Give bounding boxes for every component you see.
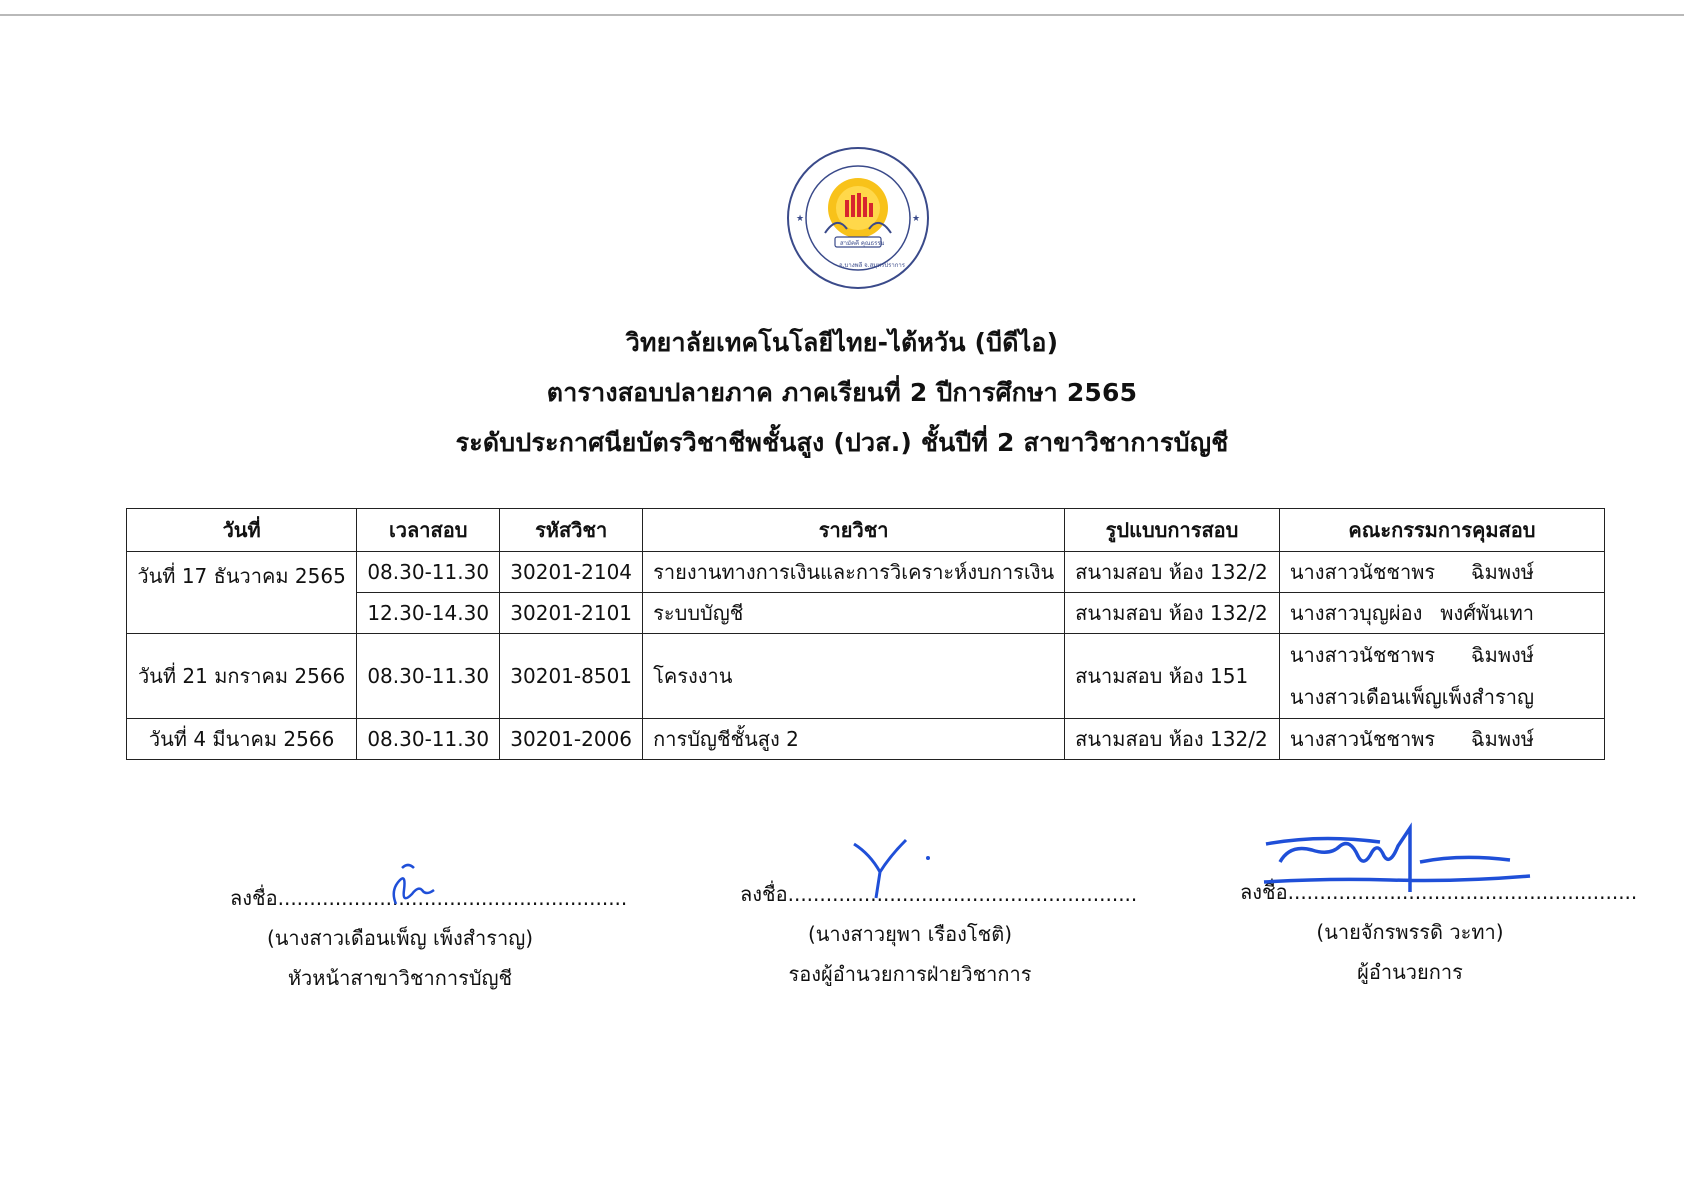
cell-format: สนามสอบ ห้อง 132/2 (1065, 593, 1280, 634)
cell-date: วันที่ 4 มีนาคม 2566 (127, 719, 357, 760)
signer-position: ผู้อำนวยการ (1357, 960, 1463, 984)
cell-code: 30201-2101 (500, 593, 643, 634)
header-code: รหัสวิชา (500, 509, 643, 552)
signer-name: (นายจักรพรรดิ วะทา) (1316, 920, 1504, 944)
college-seal-logo (785, 145, 931, 291)
cell-proctor (1279, 719, 1604, 760)
signature-line: ลงชื่อ....................................................... (230, 886, 628, 910)
handwritten-signature (378, 860, 448, 910)
signature-block-director (1240, 872, 1638, 992)
cell-time: 08.30-11.30 (357, 634, 500, 719)
cell-date: วันที่ 21 มกราคม 2566 (127, 634, 357, 719)
signer-position: รองผู้อำนวยการฝ่ายวิชาการ (788, 962, 1032, 986)
handwritten-signature (1260, 822, 1540, 912)
proctor-last-name: ฉิมพงษ์ (1471, 560, 1534, 584)
header-date: วันที่ (127, 509, 357, 552)
college-name: วิทยาลัยเทคโนโลยีไทย-ไต้หวัน (บีดีไอ) (625, 328, 1059, 357)
cell-format: สนามสอบ ห้อง 132/2 (1065, 719, 1280, 760)
cell-code: 30201-2006 (500, 719, 643, 760)
cell-date: วันที่ 17 ธันวาคม 2565 (127, 552, 357, 634)
cell-time: 12.30-14.30 (357, 593, 500, 634)
cell-subject: รายงานทางการเงินและการวิเคราะห์งบการเงิน (643, 552, 1065, 593)
cell-proctor (1279, 593, 1604, 634)
proctor-first-name: นางสาวเดือนเพ็ญ (1289, 685, 1442, 709)
star-right-icon: ★ (912, 214, 921, 224)
star-left-icon: ★ (796, 214, 805, 224)
cell-format: สนามสอบ ห้อง 151 (1065, 634, 1280, 719)
proctor-first-name: นางสาวบุญผ่อง (1289, 601, 1423, 625)
table-row (127, 634, 1605, 719)
cell-code: 30201-8501 (500, 634, 643, 719)
signature-line: ลงชื่อ....................................................... (740, 882, 1138, 906)
cell-proctor (1279, 634, 1604, 719)
svg-text:สามัคคี คุณธรรม: สามัคคี คุณธรรม (840, 240, 885, 247)
cell-format: สนามสอบ ห้อง 132/2 (1065, 552, 1280, 593)
cell-subject: การบัญชีชั้นสูง 2 (643, 719, 1065, 760)
proctor-last-name: เพ็งสำราญ (1441, 685, 1534, 709)
header-format: รูปแบบการสอบ (1065, 509, 1280, 552)
top-border-line (0, 14, 1684, 16)
document-header (0, 318, 1684, 468)
signer-position: หัวหน้าสาขาวิชาการบัญชี (287, 966, 513, 990)
program-title: ระดับประกาศนียบัตรวิชาชีพชั้นสูง (ปวส.) ชั้นปีที่ 2 สาขาวิชาการบัญชี (455, 428, 1229, 457)
svg-text:อ.บางพลี จ.สมุทรปราการ: อ.บางพลี จ.สมุทรปราการ (839, 262, 905, 269)
cell-subject: ระบบบัญชี (643, 593, 1065, 634)
cell-time: 08.30-11.30 (357, 719, 500, 760)
handwritten-signature (850, 834, 940, 904)
cell-time: 08.30-11.30 (357, 552, 500, 593)
proctor-first-name: นางสาวนัชชาพร (1289, 643, 1436, 667)
header-proctors: คณะกรรมการคุมสอบ (1279, 509, 1604, 552)
exam-schedule-table (126, 508, 1605, 760)
signature-block-deputy-director (740, 874, 1138, 994)
table-row (127, 552, 1605, 593)
cell-proctor (1279, 552, 1604, 593)
signer-name: (นางสาวเดือนเพ็ญ เพ็งสำราญ) (266, 926, 534, 950)
proctor-first-name: นางสาวนัชชาพร (1289, 727, 1436, 751)
schedule-title: ตารางสอบปลายภาค ภาคเรียนที่ 2 ปีการศึกษา 2565 (546, 378, 1138, 407)
cell-code: 30201-2104 (500, 552, 643, 593)
header-subject: รายวิชา (643, 509, 1065, 552)
cell-subject: โครงงาน (643, 634, 1065, 719)
signature-block-department-head (230, 878, 628, 998)
table-row (127, 719, 1605, 760)
proctor-last-name: พงศ์พันเทา (1440, 601, 1534, 625)
signer-name: (นางสาวยุพา เรืองโชติ) (807, 922, 1013, 946)
header-time: เวลาสอบ (357, 509, 500, 552)
signature-line: ลงชื่อ....................................................... (1240, 880, 1638, 904)
proctor-last-name: ฉิมพงษ์ (1471, 727, 1534, 751)
proctor-first-name: นางสาวนัชชาพร (1289, 560, 1436, 584)
table-header-row (127, 509, 1605, 552)
proctor-last-name: ฉิมพงษ์ (1471, 643, 1534, 667)
